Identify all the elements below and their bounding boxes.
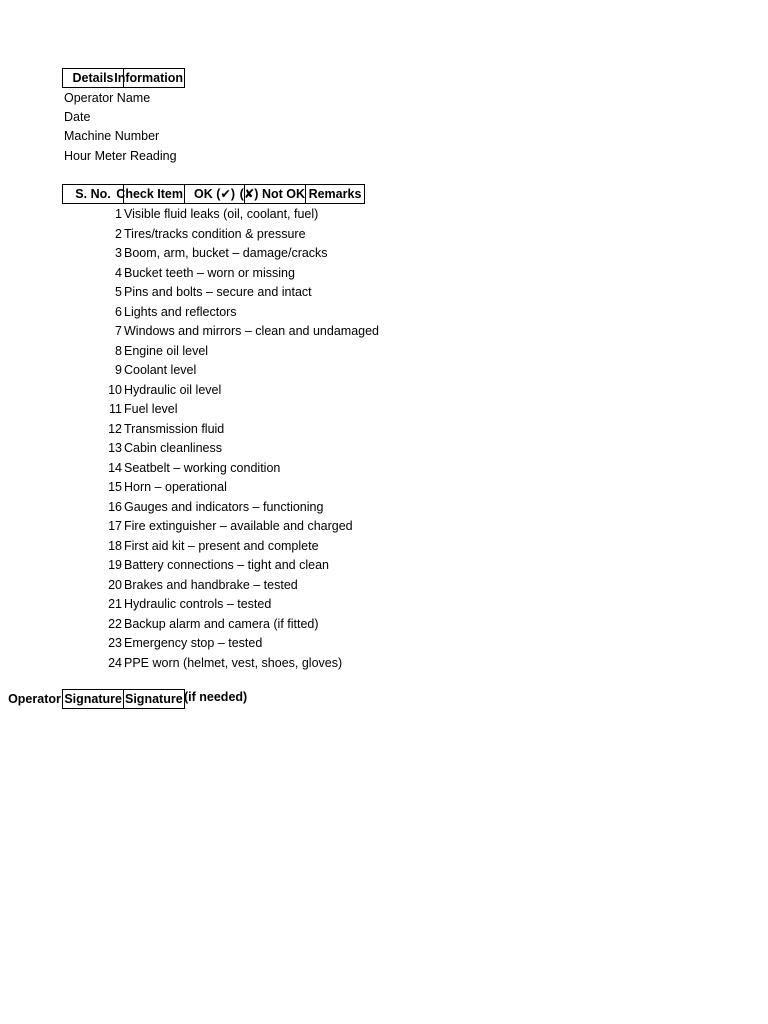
sno-header-cell: S. No. (62, 184, 124, 204)
table-row (62, 517, 402, 537)
remarks-header-cell: Remarks (305, 184, 365, 204)
ok-header-cell: OK (✔) (184, 184, 245, 204)
row-number: 1 (115, 207, 122, 221)
row-check-item: Backup alarm and camera (if fitted) (124, 616, 319, 631)
row-check-item: Seatbelt – working condition (124, 460, 281, 475)
row-check-item: Transmission fluid (124, 421, 225, 436)
row-number: 16 (108, 499, 122, 514)
row-number: 20 (108, 577, 122, 592)
row-number: 9 (115, 363, 122, 377)
row-check-item: Boom, arm, bucket – damage/cracks (124, 246, 328, 260)
row-number: 12 (108, 421, 122, 436)
row-number: 2 (115, 226, 122, 241)
table-row (62, 283, 402, 303)
row-number: 23 (108, 636, 122, 650)
information-header-cell: Information (123, 68, 185, 88)
row-check-item: Fire extinguisher – available and charged (124, 519, 353, 533)
table-row (62, 595, 402, 615)
table-row (62, 381, 402, 401)
table-row (62, 537, 402, 557)
check-item-header-cell: Check Item (123, 184, 185, 204)
row-number: 5 (115, 285, 122, 299)
row-number: 7 (115, 324, 122, 338)
row-number: 13 (108, 441, 122, 455)
table-row (62, 400, 402, 420)
row-check-item: Hydraulic oil level (124, 382, 222, 397)
table-row (62, 322, 402, 342)
row-check-item: Engine oil level (124, 343, 209, 358)
row-number: 8 (115, 343, 122, 358)
row-check-item: First aid kit – present and complete (124, 538, 319, 553)
table-row (62, 634, 402, 654)
table-row (62, 205, 402, 225)
row-number: 18 (108, 538, 122, 553)
row-number: 10 (108, 382, 122, 397)
table-row (62, 459, 402, 479)
table-row (62, 264, 402, 284)
table-row (62, 303, 402, 323)
table-row (62, 361, 402, 381)
row-number: 15 (108, 480, 122, 494)
operator-signature-cell: Operator Signature (62, 689, 124, 709)
row-check-item: Lights and reflectors (124, 304, 237, 319)
row-check-item: Emergency stop – tested (124, 636, 263, 650)
row-check-item: Hydraulic controls – tested (124, 597, 272, 611)
row-number: 21 (108, 597, 122, 611)
row-number: 19 (108, 558, 122, 572)
not-ok-header-cell: Not OK (✘) (244, 184, 306, 204)
table-row (62, 654, 402, 674)
row-check-item: Coolant level (124, 363, 197, 377)
table-row (62, 342, 402, 362)
table-row (62, 478, 402, 498)
row-number: 24 (108, 655, 122, 670)
row-check-item: Pins and bolts – secure and intact (124, 285, 312, 299)
row-number: 14 (108, 460, 122, 475)
table-row (62, 576, 402, 596)
row-number: 11 (109, 402, 122, 416)
row-check-item: Brakes and handbrake – tested (124, 577, 298, 592)
operator-name-label: Operator Name (64, 91, 151, 105)
row-check-item: PPE worn (helmet, vest, shoes, gloves) (124, 655, 343, 670)
details-header-cell: Details (62, 68, 124, 88)
row-check-item: Tires/tracks condition & pressure (124, 226, 306, 241)
table-row (62, 439, 402, 459)
row-check-item: Fuel level (124, 402, 178, 416)
date-label: Date (64, 110, 91, 124)
row-number: 4 (115, 265, 122, 280)
row-check-item: Cabin cleanliness (124, 441, 222, 455)
row-check-item: Visible fluid leaks (oil, coolant, fuel) (124, 207, 319, 221)
table-row (62, 420, 402, 440)
supervisor-signature-cell: Signature (123, 689, 185, 709)
table-row (62, 556, 402, 576)
signature-if-needed-note: (if needed) (184, 690, 248, 704)
row-check-item: Battery connections – tight and clean (124, 558, 329, 572)
table-row (62, 498, 402, 518)
row-check-item: Bucket teeth – worn or missing (124, 265, 295, 280)
table-row (62, 615, 402, 635)
row-number: 17 (108, 519, 122, 533)
table-row (62, 244, 402, 264)
row-number: 6 (115, 304, 122, 319)
machine-number-label: Machine Number (64, 129, 160, 143)
row-check-item: Windows and mirrors – clean and undamaged (124, 324, 379, 338)
row-check-item: Horn – operational (124, 480, 227, 494)
table-row (62, 225, 402, 245)
row-check-item: Gauges and indicators – functioning (124, 499, 324, 514)
row-number: 3 (115, 246, 122, 260)
hour-meter-reading-label: Hour Meter Reading (64, 149, 177, 163)
row-number: 22 (108, 616, 122, 631)
